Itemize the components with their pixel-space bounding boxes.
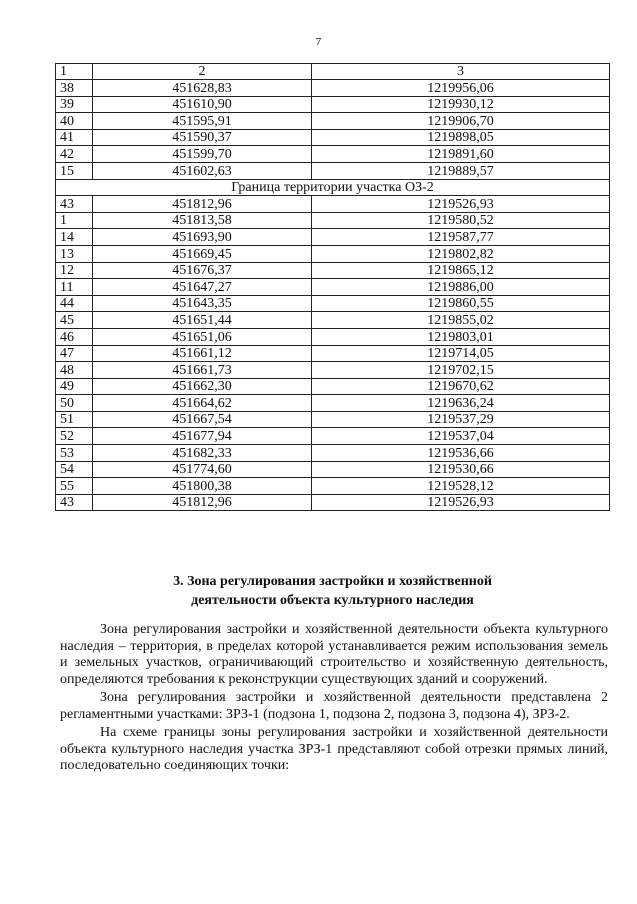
table-row xyxy=(56,378,610,395)
table-row xyxy=(56,245,610,262)
point-number-cell: 51 xyxy=(56,411,93,428)
y-coordinate-cell: 1219714,05 xyxy=(312,345,610,362)
point-number-cell: 43 xyxy=(56,196,93,213)
x-coordinate-cell: 451693,90 xyxy=(93,229,312,246)
x-coordinate-cell: 451812,96 xyxy=(93,494,312,511)
y-coordinate-cell: 1219528,12 xyxy=(312,478,610,495)
y-coordinate-cell: 1219526,93 xyxy=(312,494,610,511)
point-number-cell: 46 xyxy=(56,328,93,345)
y-coordinate-cell: 1219930,12 xyxy=(312,96,610,113)
point-number-cell: 11 xyxy=(56,279,93,296)
y-coordinate-cell: 1219702,15 xyxy=(312,362,610,379)
x-coordinate-cell: 451610,90 xyxy=(93,96,312,113)
y-coordinate-cell: 1219802,82 xyxy=(312,245,610,262)
paragraph-3: На схеме границы зоны регулирования застройки и хозяйственной деятельности объекта культурного наследия участка ЗРЗ-1 представляют собой отрезки прямых линий, последовательно соединяющих точки: xyxy=(60,725,608,773)
point-number-cell: 42 xyxy=(56,146,93,163)
x-coordinate-cell: 451661,73 xyxy=(93,362,312,379)
y-coordinate-cell: 1219803,01 xyxy=(312,328,610,345)
y-coordinate-cell: 1219636,24 xyxy=(312,395,610,412)
coordinates-table xyxy=(55,63,610,511)
x-coordinate-cell: 451667,54 xyxy=(93,411,312,428)
point-number-cell: 50 xyxy=(56,395,93,412)
y-coordinate-cell: 1219670,62 xyxy=(312,378,610,395)
table-row xyxy=(56,146,610,163)
x-coordinate-cell: 451661,12 xyxy=(93,345,312,362)
y-coordinate-cell: 1219891,60 xyxy=(312,146,610,163)
table-row xyxy=(56,295,610,312)
x-coordinate-cell: 451651,44 xyxy=(93,312,312,329)
table-row xyxy=(56,196,610,213)
y-coordinate-cell: 1219537,29 xyxy=(312,411,610,428)
x-coordinate-cell: 451651,06 xyxy=(93,328,312,345)
table-row xyxy=(56,80,610,97)
point-number-cell: 40 xyxy=(56,113,93,130)
point-number-cell: 49 xyxy=(56,378,93,395)
x-coordinate-cell: 451590,37 xyxy=(93,129,312,146)
y-coordinate-cell: 1219956,06 xyxy=(312,80,610,97)
point-number-cell: 47 xyxy=(56,345,93,362)
section-heading-line-1: 3. Зона регулирования застройки и хозяйственной xyxy=(173,574,492,589)
section-heading xyxy=(55,572,610,610)
x-coordinate-cell: 451647,27 xyxy=(93,279,312,296)
point-number-cell: 14 xyxy=(56,229,93,246)
x-coordinate-cell: 451812,96 xyxy=(93,196,312,213)
x-coordinate-cell: 451599,70 xyxy=(93,146,312,163)
y-coordinate-cell: 1219526,93 xyxy=(312,196,610,213)
table-row xyxy=(56,212,610,229)
table-section-row xyxy=(56,179,610,196)
x-coordinate-cell: 451595,91 xyxy=(93,113,312,130)
point-number-cell: 1 xyxy=(56,212,93,229)
point-number-cell: 54 xyxy=(56,461,93,478)
table-row xyxy=(56,411,610,428)
table-row xyxy=(56,494,610,511)
table-row xyxy=(56,328,610,345)
y-coordinate-cell: 1219855,02 xyxy=(312,312,610,329)
paragraph-2: Зона регулирования застройки и хозяйственной деятельности представлена 2 регламентными участками: ЗРЗ-1 (подзона 1, подзона 2, подзона 3, подзона 4), ЗРЗ-2. xyxy=(60,690,608,722)
table-header-row xyxy=(56,64,610,80)
x-coordinate-cell: 451682,33 xyxy=(93,445,312,462)
y-coordinate-cell: 1219886,00 xyxy=(312,279,610,296)
x-coordinate-cell: 451664,62 xyxy=(93,395,312,412)
table-row xyxy=(56,96,610,113)
x-coordinate-cell: 451662,30 xyxy=(93,378,312,395)
x-coordinate-cell: 451643,35 xyxy=(93,295,312,312)
y-coordinate-cell: 1219537,04 xyxy=(312,428,610,445)
y-coordinate-cell: 1219580,52 xyxy=(312,212,610,229)
y-coordinate-cell: 1219898,05 xyxy=(312,129,610,146)
x-coordinate-cell: 451800,38 xyxy=(93,478,312,495)
table-row xyxy=(56,445,610,462)
point-number-cell: 13 xyxy=(56,245,93,262)
header-cell-2: 2 xyxy=(93,64,312,80)
y-coordinate-cell: 1219865,12 xyxy=(312,262,610,279)
table-row xyxy=(56,129,610,146)
point-number-cell: 12 xyxy=(56,262,93,279)
point-number-cell: 52 xyxy=(56,428,93,445)
page-number: 7 xyxy=(315,36,322,48)
y-coordinate-cell: 1219906,70 xyxy=(312,113,610,130)
point-number-cell: 43 xyxy=(56,494,93,511)
table-row xyxy=(56,345,610,362)
x-coordinate-cell: 451602,63 xyxy=(93,162,312,179)
point-number-cell: 38 xyxy=(56,80,93,97)
table-row xyxy=(56,262,610,279)
point-number-cell: 53 xyxy=(56,445,93,462)
point-number-cell: 39 xyxy=(56,96,93,113)
y-coordinate-cell: 1219587,77 xyxy=(312,229,610,246)
table-row xyxy=(56,428,610,445)
table-row xyxy=(56,229,610,246)
point-number-cell: 44 xyxy=(56,295,93,312)
section-label-cell: Граница территории участка ОЗ-2 xyxy=(56,179,610,196)
x-coordinate-cell: 451813,58 xyxy=(93,212,312,229)
paragraph-1: Зона регулирования застройки и хозяйственной деятельности объекта культурного наследия – территория, в пределах которой устанавливается режим использования земель и земельных участков, ограничивающий строительство и хозяйственную деятельность, определяются требования к реконструкции существующих зданий и сооружений. xyxy=(60,622,608,687)
table-row xyxy=(56,461,610,478)
header-cell-1: 1 xyxy=(56,64,93,80)
y-coordinate-cell: 1219530,66 xyxy=(312,461,610,478)
section-heading-line-2: деятельности объекта культурного наследия xyxy=(191,593,474,608)
table-row xyxy=(56,362,610,379)
y-coordinate-cell: 1219889,57 xyxy=(312,162,610,179)
point-number-cell: 48 xyxy=(56,362,93,379)
table-row xyxy=(56,113,610,130)
table-row xyxy=(56,312,610,329)
y-coordinate-cell: 1219860,55 xyxy=(312,295,610,312)
table-row xyxy=(56,279,610,296)
y-coordinate-cell: 1219536,66 xyxy=(312,445,610,462)
section-body xyxy=(60,622,608,777)
x-coordinate-cell: 451628,83 xyxy=(93,80,312,97)
point-number-cell: 15 xyxy=(56,162,93,179)
point-number-cell: 45 xyxy=(56,312,93,329)
x-coordinate-cell: 451677,94 xyxy=(93,428,312,445)
point-number-cell: 55 xyxy=(56,478,93,495)
table-row xyxy=(56,162,610,179)
table-row xyxy=(56,395,610,412)
point-number-cell: 41 xyxy=(56,129,93,146)
header-cell-3: 3 xyxy=(312,64,610,80)
x-coordinate-cell: 451676,37 xyxy=(93,262,312,279)
x-coordinate-cell: 451774,60 xyxy=(93,461,312,478)
x-coordinate-cell: 451669,45 xyxy=(93,245,312,262)
table-row xyxy=(56,478,610,495)
